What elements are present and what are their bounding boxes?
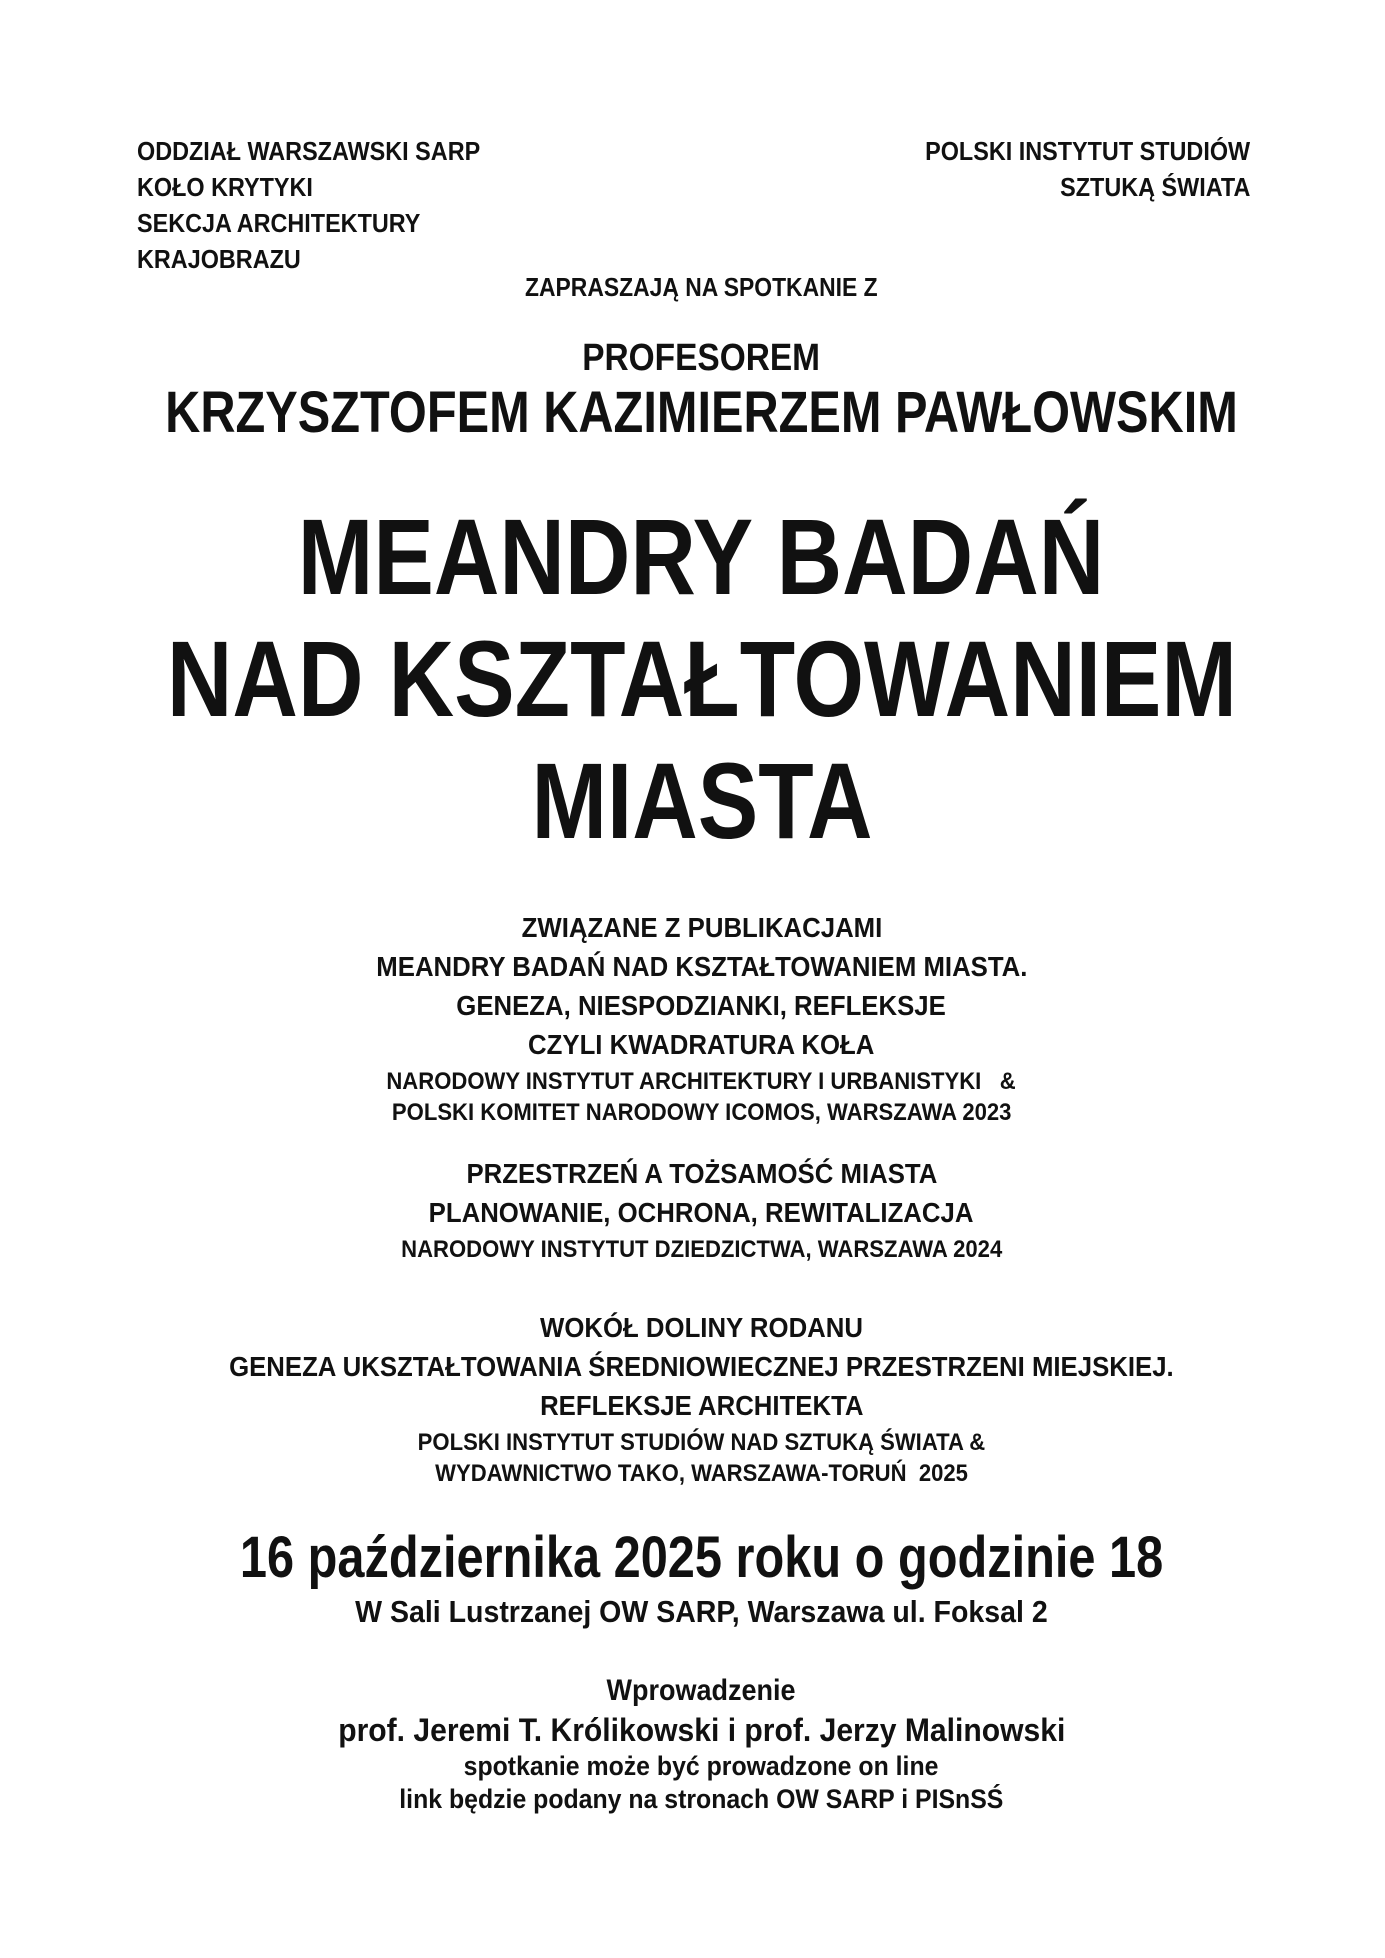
organizer-right-line-1	[889, 133, 1250, 169]
publication-1-publisher-line-2	[18, 1097, 1385, 1128]
main-title-line-3	[18, 740, 1385, 862]
footer-link-note-text: link będzie podany na stronach OW SARP i PISnSŚ	[399, 1784, 1004, 1814]
publication-3-title-text-1: WOKÓŁ DOLINY RODANU	[540, 1312, 863, 1343]
event-venue	[18, 1592, 1385, 1632]
organizer-right-text-2: SZTUKĄ ŚWIATA	[1059, 172, 1250, 202]
publication-1-publisher-line-1	[18, 1066, 1385, 1097]
organizer-left-line-2	[137, 169, 518, 205]
speaker-name-text: KRZYSZTOFEM KAZIMIERZEM PAWŁOWSKIM	[165, 380, 1238, 445]
organizer-left-text-3: SEKCJA ARCHITEKTURY	[137, 208, 421, 238]
publication-1-title-line-2	[18, 986, 1385, 1025]
publication-3-publisher-line-1	[18, 1427, 1385, 1458]
organizer-left-line-1	[137, 133, 518, 169]
publication-3-title-line-1	[18, 1308, 1385, 1347]
footer-block	[18, 1671, 1385, 1816]
footer-online-note-text: spotkanie może być prowadzone on line	[464, 1751, 939, 1781]
publication-2-publisher-text-1: NARODOWY INSTYTUT DZIEDZICTWA, WARSZAWA 2024	[400, 1236, 1003, 1263]
publication-2-title-line-2	[18, 1193, 1385, 1232]
publication-1-block	[18, 908, 1385, 1128]
publication-2-publisher-line-1	[18, 1234, 1385, 1265]
organizer-left-block	[137, 133, 518, 277]
publication-1-title-text-3: CZYLI KWADRATURA KOŁA	[528, 1029, 875, 1060]
speaker-honorific	[18, 335, 1385, 381]
organizer-left-line-3	[137, 205, 518, 241]
footer-online-note	[18, 1750, 1385, 1783]
publication-3-title-text-2: GENEZA UKSZTAŁTOWANIA ŚREDNIOWIECZNEJ PRZESTRZENI MIEJSKIEJ.	[229, 1351, 1174, 1382]
main-title-line-1	[18, 496, 1385, 618]
publication-1-publisher-text-2: POLSKI KOMITET NARODOWY ICOMOS, WARSZAWA 2023	[391, 1099, 1012, 1126]
publication-2-title-text-1: PRZESTRZEŃ A TOŻSAMOŚĆ MIASTA	[466, 1158, 937, 1189]
main-title-text-2: NAD KSZTAŁTOWANIEM	[166, 618, 1237, 739]
publication-2-block	[18, 1154, 1385, 1265]
publication-3-title-line-3	[18, 1386, 1385, 1425]
organizer-left-text-4: KRAJOBRAZU	[137, 244, 301, 274]
organizer-right-line-2	[889, 169, 1250, 205]
publication-3-publisher-line-2	[18, 1458, 1385, 1489]
publication-1-publisher-text-1: NARODOWY INSTYTUT ARCHITEKTURY I URBANISTYKI &	[386, 1068, 1017, 1095]
publication-2-publisher	[18, 1234, 1385, 1265]
publications-intro-line	[18, 908, 1385, 947]
publication-3-block	[18, 1308, 1385, 1489]
footer-intro-label	[18, 1671, 1385, 1710]
main-title-text-3: MIASTA	[530, 740, 872, 861]
footer-presenters-text: prof. Jeremi T. Królikowski i prof. Jerzy Malinowski	[337, 1712, 1066, 1748]
main-title-text-1: MEANDRY BADAŃ	[298, 496, 1105, 617]
publication-1-title-text-1: MEANDRY BADAŃ NAD KSZTAŁTOWANIEM MIASTA.	[375, 951, 1028, 982]
publication-2-title-line-1	[18, 1154, 1385, 1193]
event-venue-text: W Sali Lustrzanej OW SARP, Warszawa ul. Foksal 2	[355, 1594, 1048, 1629]
footer-presenters	[18, 1710, 1385, 1750]
speaker-name	[18, 377, 1385, 449]
publication-1-publisher	[18, 1066, 1385, 1128]
publication-3-publisher	[18, 1427, 1385, 1489]
organizer-right-block	[889, 133, 1250, 205]
event-datetime-text: 16 października 2025 roku o godzinie 18	[239, 1525, 1164, 1590]
publication-3-title-line-2	[18, 1347, 1385, 1386]
invitation-line	[18, 269, 1385, 305]
publication-1-title-line-1	[18, 947, 1385, 986]
event-datetime	[18, 1526, 1385, 1590]
publication-3-title-text-3: REFLEKSJE ARCHITEKTA	[539, 1390, 864, 1421]
publication-1-title-text-2: GENEZA, NIESPODZIANKI, REFLEKSJE	[456, 990, 947, 1021]
organizer-left-text-2: KOŁO KRYTYKI	[137, 172, 313, 202]
footer-link-note	[18, 1783, 1385, 1816]
organizer-right-text-1: POLSKI INSTYTUT STUDIÓW	[925, 136, 1250, 166]
publication-3-publisher-text-2: WYDAWNICTWO TAKO, WARSZAWA-TORUŃ 2025	[435, 1460, 968, 1487]
organizer-left-text-1: ODDZIAŁ WARSZAWSKI SARP	[137, 136, 481, 166]
main-title-line-2	[18, 618, 1385, 740]
publication-3-publisher-text-1: POLSKI INSTYTUT STUDIÓW NAD SZTUKĄ ŚWIATA &	[417, 1429, 986, 1456]
publication-2-title-text-2: PLANOWANIE, OCHRONA, REWITALIZACJA	[429, 1197, 974, 1228]
publications-intro-text: ZWIĄZANE Z PUBLIKACJAMI	[521, 912, 882, 943]
invitation-text: ZAPRASZAJĄ NA SPOTKANIE Z	[525, 272, 878, 302]
speaker-honorific-text: PROFESOREM	[582, 337, 821, 379]
publication-1-title-line-3	[18, 1025, 1385, 1064]
main-title	[18, 496, 1385, 862]
footer-intro-label-text: Wprowadzenie	[606, 1674, 796, 1707]
